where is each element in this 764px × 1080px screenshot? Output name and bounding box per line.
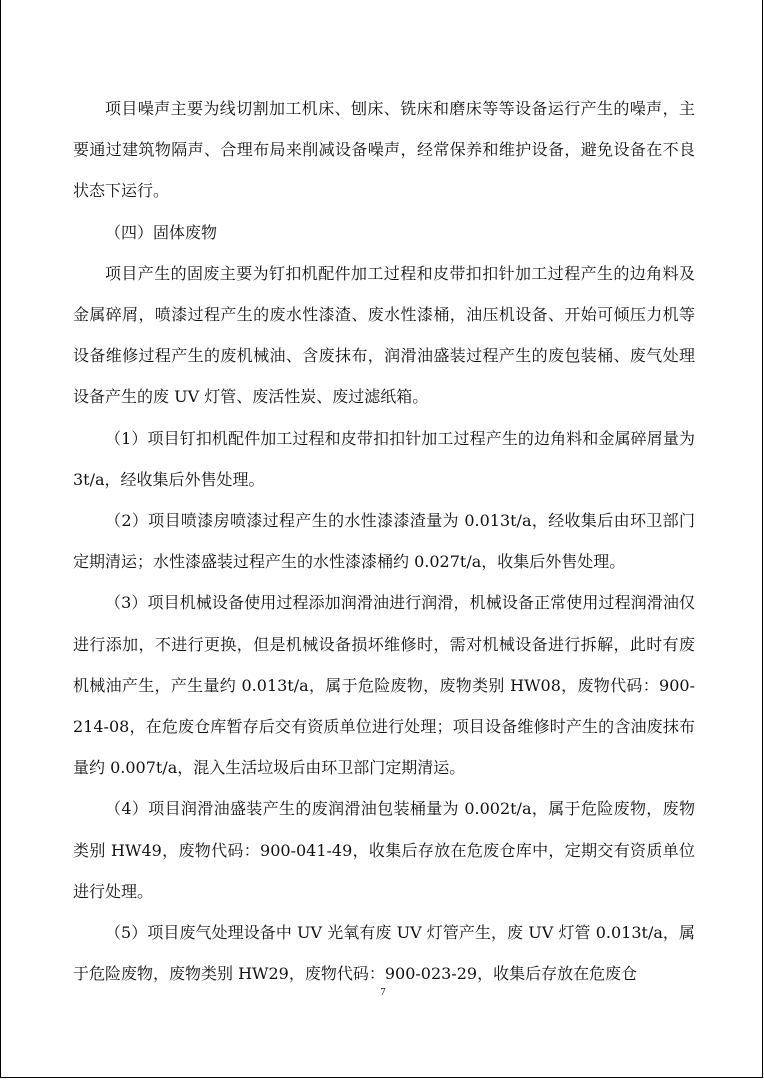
paragraph-item-3: （3）项目机械设备使用过程添加润滑油进行润滑，机械设备正常使用过程润滑油仅进行添加，不进行更换，但是机械设备损坏维修时，需对机械设备进行拆解，此时有废机械油产生，产生量约 0.013t/a，属于危险废物，废物类别 HW08，废物代码：900-214-08，在危废仓库暂存后交有资质单位进行处理；项目设备维修时产生的含油废抹布量约 0.007t/a，混入生活垃圾后由环卫部门定期清运。 [73, 593, 695, 778]
page-number: 7 [380, 986, 386, 998]
section-heading-solid-waste: （四）固体废物 [105, 222, 218, 242]
paragraph-item-2: （2）项目喷漆房喷漆过程产生的水性漆漆渣量为 0.013t/a，经收集后由环卫部门定期清运；水性漆盛装过程产生的水性漆漆桶约 0.027t/a，收集后外售处理。 [73, 511, 695, 572]
paragraph-item-1: （1）项目钉扣机配件加工过程和皮带扣扣针加工过程产生的边角料和金属碎屑量为 3t/a，经收集后外售处理。 [73, 428, 695, 489]
document-body [73, 88, 695, 994]
paragraph-solid-waste-overview: 项目产生的固废主要为钉扣机配件加工过程和皮带扣扣针加工过程产生的边角料及金属碎屑，喷漆过程产生的废水性漆渣、废水性漆桶，油压机设备、开始可倾压力机等设备维修过程产生的废机械油、含废抹布，润滑油盛装过程产生的废包装桶、废气处理设备产生的废 UV 灯管、废活性炭、废过滤纸箱。 [73, 263, 695, 407]
paragraph-item-5: （5）项目废气处理设备中 UV 光氧有废 UV 灯管产生，废 UV 灯管 0.013t/a，属于危险废物，废物类别 HW29，废物代码：900-023-29，收集后存放在危废仓 [73, 923, 695, 984]
paragraph-noise: 项目噪声主要为线切割加工机床、刨床、铣床和磨床等等设备运行产生的噪声，主要通过建筑物隔声、合理布局来削减设备噪声，经常保养和维护设备，避免设备在不良状态下运行。 [73, 99, 695, 201]
paragraph-item-4: （4）项目润滑油盛装产生的废润滑油包装桶量为 0.002t/a，属于危险废物，废物类别 HW49，废物代码：900-041-49，收集后存放在危废仓库中，定期交有资质单位进行处理。 [73, 799, 695, 901]
